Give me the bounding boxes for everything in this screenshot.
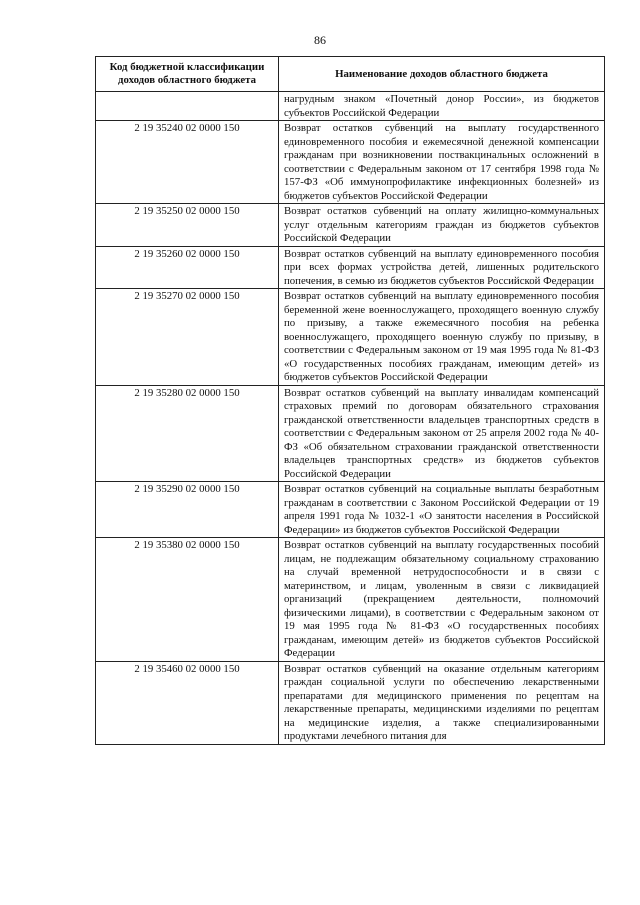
header-code: Код бюджетной классификации доходов областного бюджета bbox=[96, 57, 279, 92]
row-name: Возврат остатков субвенций на социальные выплаты безработным гражданам в соответствии с Законом Российской Федерации от 19 апреля 1991 года № 1032-1 «О занятости населения в Российской Федерации» из бюджетов субъектов Российской Федерации bbox=[279, 482, 605, 538]
row-code: 2 19 35380 02 0000 150 bbox=[96, 538, 279, 662]
table-header-row bbox=[96, 57, 605, 92]
table-row bbox=[96, 121, 605, 204]
row-code: 2 19 35290 02 0000 150 bbox=[96, 482, 279, 538]
row-name: нагрудным знаком «Почетный донор России», из бюджетов субъектов Российской Федерации bbox=[279, 92, 605, 121]
row-name: Возврат остатков субвенций на оплату жилищно-коммунальных услуг отдельным категориям граждан из бюджетов субъектов Российской Федерации bbox=[279, 204, 605, 247]
page-number: 86 bbox=[314, 33, 326, 47]
row-code: 2 19 35240 02 0000 150 bbox=[96, 121, 279, 204]
table-row bbox=[96, 289, 605, 386]
row-name: Возврат остатков субвенций на выплату единовременного пособия беременной жене военнослужащего, проходящего военную службу по призыву, а также ежемесячного пособия на ребенка военнослужащего, проходящего военную службу по призыву, в соответствии с Федеральным законом от 19 мая 1995 года № 81-ФЗ «О государственных пособиях гражданам, имеющим детей» из бюджетов субъектов Российской Федерации bbox=[279, 289, 605, 386]
table-row bbox=[96, 385, 605, 482]
header-name: Наименование доходов областного бюджета bbox=[279, 57, 605, 92]
row-name: Возврат остатков субвенций на оказание отдельным категориям граждан социальной услуги по обеспечению лекарственными препаратами для медицинского применения по рецептам на лекарственные препараты, медицинскими изделиями по рецептам на медицинские изделия, а также специализированными продуктами лечебного питания для bbox=[279, 661, 605, 744]
row-code: 2 19 35270 02 0000 150 bbox=[96, 289, 279, 386]
budget-classification-table bbox=[95, 56, 605, 745]
table-row bbox=[96, 246, 605, 289]
row-name: Возврат остатков субвенций на выплату государственных пособий лицам, не подлежащим обязательному социальному страхованию на случай временной нетрудоспособности и в связи с материнством, и лицам, уволенным в связи с ликвидацией организаций (прекращением деятельности, полномочий физическими лицами), в соответствии с Федеральным законом от 19 мая 1995 года № 81-ФЗ «О государственных пособиях гражданам, имеющим детей» из бюджетов субъектов Российской Федерации bbox=[279, 538, 605, 662]
row-code: 2 19 35260 02 0000 150 bbox=[96, 246, 279, 289]
row-code: 2 19 35280 02 0000 150 bbox=[96, 385, 279, 482]
row-name: Возврат остатков субвенций на выплату инвалидам компенсаций страховых премий по договорам обязательного страхования гражданской ответственности владельцев транспортных средств в соответствии с Федеральным законом от 25 апреля 2002 года № 40-ФЗ «Об обязательном страховании гражданской ответственности владельцев транспортных средств» из бюджетов субъектов Российской Федерации bbox=[279, 385, 605, 482]
row-code: 2 19 35460 02 0000 150 bbox=[96, 661, 279, 744]
table-row bbox=[96, 482, 605, 538]
table-row bbox=[96, 92, 605, 121]
table-row bbox=[96, 538, 605, 662]
row-name: Возврат остатков субвенций на выплату государственного единовременного пособия и ежемесячной денежной компенсации гражданам при возникновении поствакцинальных осложнений в соответствии с Федеральным законом от 17 сентября 1998 года № 157-ФЗ «Об иммунопрофилактике инфекционных болезней» из бюджетов субъектов Российской Федерации bbox=[279, 121, 605, 204]
table-row bbox=[96, 204, 605, 247]
row-code bbox=[96, 92, 279, 121]
row-name: Возврат остатков субвенций на выплату единовременного пособия при всех формах устройства детей, лишенных родительского попечения, в семью из бюджетов субъектов Российской Федерации bbox=[279, 246, 605, 289]
row-code: 2 19 35250 02 0000 150 bbox=[96, 204, 279, 247]
table-row bbox=[96, 661, 605, 744]
